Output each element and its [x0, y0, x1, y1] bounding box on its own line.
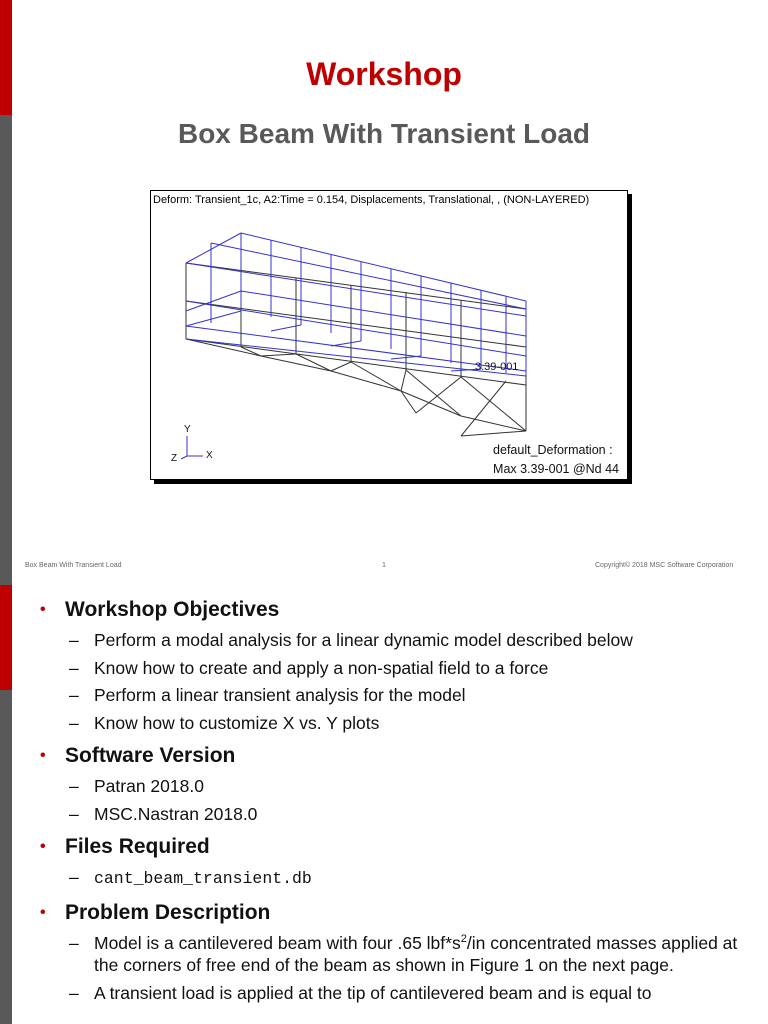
- bullet-dot-icon: •: [40, 601, 46, 618]
- left-accent-bar-mid: [0, 585, 12, 690]
- deformation-legend: [493, 441, 619, 479]
- figure-caption: Deform: Transient_1c, A2:Time = 0.154, Displacements, Translational, , (NON-LAYERED): [153, 194, 590, 206]
- bullet-dot-icon: •: [40, 747, 46, 764]
- slide-content: [40, 596, 740, 1004]
- list-item: – Know how to create and apply a non-spatial field to a force: [69, 657, 549, 678]
- beam-mesh-plot: [151, 191, 627, 479]
- bullet-dot-icon: •: [40, 838, 46, 855]
- deformed-mesh: [186, 233, 526, 376]
- bullet-dot-icon: •: [40, 903, 46, 921]
- bullet-software-version: • Software Version: [40, 742, 740, 770]
- deformation-figure: [150, 190, 628, 480]
- list-item: – A transient load is applied at the tip of cantilevered beam and is equal to: [69, 982, 652, 1003]
- list-item: – Patran 2018.0: [69, 776, 204, 796]
- axis-label-y: Y: [184, 424, 191, 435]
- footer-copyright: Copyright© 2018 MSC Software Corporation: [595, 562, 734, 569]
- list-item: – cant_beam_transient.db: [69, 867, 312, 888]
- node-value-label: 3.39-001: [475, 361, 519, 373]
- list-item: – Model is a cantilevered beam with four .65 $lbf*s^2/in$ concentrated masses applied at the corners of free end of the beam as shown in Figure 1 on the next page.: [69, 932, 738, 975]
- footer-left: Box Beam With Transient Load: [25, 562, 122, 569]
- left-gray-bar-bottom: [0, 690, 12, 1024]
- left-gray-bar-top: [0, 115, 12, 585]
- file-name: cant_beam_transient.db: [94, 869, 312, 888]
- list-item: – Perform a linear transient analysis for the model: [69, 685, 466, 705]
- legend-line-1: default_Deformation :: [493, 443, 613, 457]
- bullet-objectives: • Workshop Objectives: [40, 596, 740, 624]
- list-item: – Know how to customize X vs. Y plots: [69, 712, 380, 733]
- slide-title: Workshop: [306, 56, 462, 92]
- axis-label-x: X: [206, 450, 213, 461]
- list-item: – MSC.Nastran 2018.0: [69, 803, 258, 824]
- list-item: – Perform a modal analysis for a linear dynamic model described below: [69, 630, 633, 650]
- legend-line-2: Max 3.39-001 @Nd 44: [493, 462, 619, 476]
- slide-subtitle: Box Beam With Transient Load: [177, 118, 591, 149]
- bullet-files-required: • Files Required: [40, 833, 740, 861]
- axis-triad: [181, 436, 203, 459]
- bullet-problem-description: • Problem Description: [40, 899, 740, 927]
- footer-page-number: 1: [382, 562, 386, 569]
- axis-label-z: Z: [171, 453, 178, 464]
